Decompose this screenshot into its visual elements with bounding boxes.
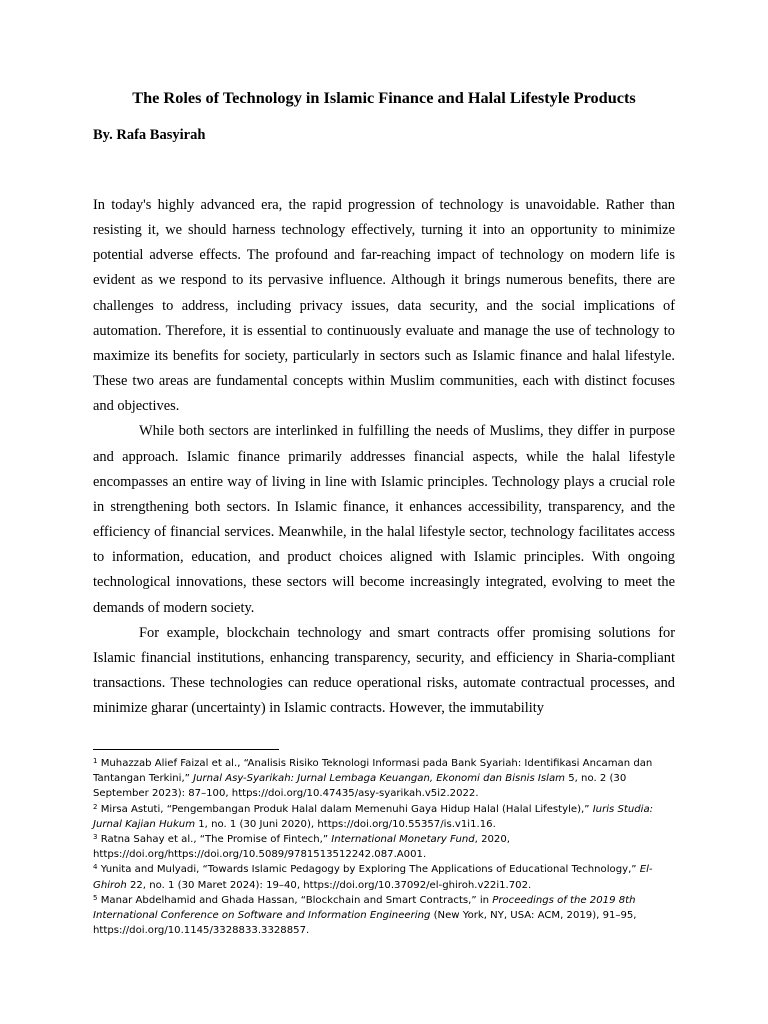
- footnote-5: [93, 893, 679, 939]
- footnote-text-end: 5, no. 2 (30 September 2023): 87–100, https://doi.org/10.47435/asy-syarikah.v5i2.2022.: [93, 773, 627, 800]
- footnotes: [93, 756, 679, 938]
- footnote-text: Muhazzab Alief Faizal et al., “Analisis Risiko Teknologi Informasi pada Bank Syariah: Identifikasi Ancaman dan Tantangan Terkini,”: [93, 758, 653, 785]
- footnote-source: Jurnal Asy-Syarikah: Jurnal Lembaga Keuangan, Ekonomi dan Bisnis Islam: [193, 773, 565, 785]
- document-title: The Roles of Technology in Islamic Finance and Halal Lifestyle Products: [132, 88, 636, 107]
- footnote-number: 5: [93, 893, 98, 902]
- paragraph-3: For example, blockchain technology and smart contracts offer promising solutions for Islamic financial institutions, enhancing transparency, security, and efficiency in Sharia-compliant transactions. These technologies can reduce operational risks, automate contractual processes, and minimize gharar (uncertainty) in Islamic contracts. However, the immutability: [93, 624, 675, 717]
- footnote-text-end: , 2020, https://doi.org/https://doi.org/10.5089/9781513512242.087.A001.: [93, 834, 510, 861]
- body-text: [93, 193, 675, 721]
- paragraph-2: While both sectors are interlinked in fulfilling the needs of Muslims, they differ in purpose and approach. Islamic finance primarily addresses financial aspects, while the halal lifestyle encompasses an entire way of living in line with Islamic principles. Technology plays a crucial role in strengthening both sectors. In Islamic finance, it enhances accessibility, transparency, and the efficiency of financial services. Meanwhile, in the halal lifestyle sector, technology facilitates access to information, education, and product choices aligned with Islamic principles. With ongoing technological innovations, these sectors will become increasingly integrated, evolving to meet the demands of modern society.: [93, 423, 675, 616]
- footnote-3: [93, 832, 679, 862]
- author-byline: By. Rafa Basyirah: [93, 127, 206, 143]
- footnote-source: Iuris Studia: Jurnal Kajian Hukum: [93, 803, 654, 830]
- footnote-text-end: (New York, NY, USA: ACM, 2019), 91–95, https://doi.org/10.1145/3328833.3328857.: [93, 910, 637, 937]
- footnote-text: Mirsa Astuti, “Pengembangan Produk Halal dalam Memenuhi Gaya Hidup Halal (Halal Lifestyle),”: [100, 803, 593, 815]
- footnote-source: Proceedings of the 2019 8th International Conference on Software and Information Engineering: [93, 894, 636, 922]
- footnote-source: International Monetary Fund: [331, 834, 475, 846]
- footnote-source: El-Ghiroh: [93, 864, 653, 891]
- footnote-text-end: 22, no. 1 (30 Maret 2024): 19–40, https://doi.org/10.37092/el-ghiroh.v22i1.702.: [126, 879, 532, 891]
- footnote-text: Manar Abdelhamid and Ghada Hassan, “Blockchain and Smart Contracts,” in: [100, 894, 493, 906]
- footnote-text: Yunita and Mulyadi, “Towards Islamic Pedagogy by Exploring The Applications of Educational Technology,”: [100, 864, 640, 876]
- footnote-number: 3: [93, 833, 98, 842]
- paragraph-1: In today's highly advanced era, the rapid progression of technology is unavoidable. Rather than resisting it, we should harness technology effectively, turning it into an opportunity to minimize potential adverse effects. The profound and far-reaching impact of technology on modern life is evident as we respond to its pervasive influence. Although it brings numerous benefits, there are challenges to address, including privacy issues, data security, and the social implications of automation. Therefore, it is essential to continuously evaluate and manage the use of technology to maximize its benefits for society, particularly in sectors such as Islamic finance and halal lifestyle. These two areas are fundamental concepts within Muslim communities, each with distinct focuses and objectives.: [93, 197, 675, 415]
- footnote-number: 4: [93, 863, 98, 872]
- footnote-text: Ratna Sahay et al., “The Promise of Fintech,”: [100, 834, 332, 846]
- footnote-number: 1: [93, 757, 98, 765]
- footnote-4: [93, 862, 679, 892]
- footnote-text-end: 1, no. 1 (30 Juni 2020), https://doi.org/10.55357/is.v1i1.16.: [195, 818, 496, 830]
- footnote-1: [93, 756, 679, 802]
- footnote-separator: [93, 749, 279, 750]
- footnote-2: [93, 802, 679, 832]
- footnote-number: 2: [93, 802, 98, 811]
